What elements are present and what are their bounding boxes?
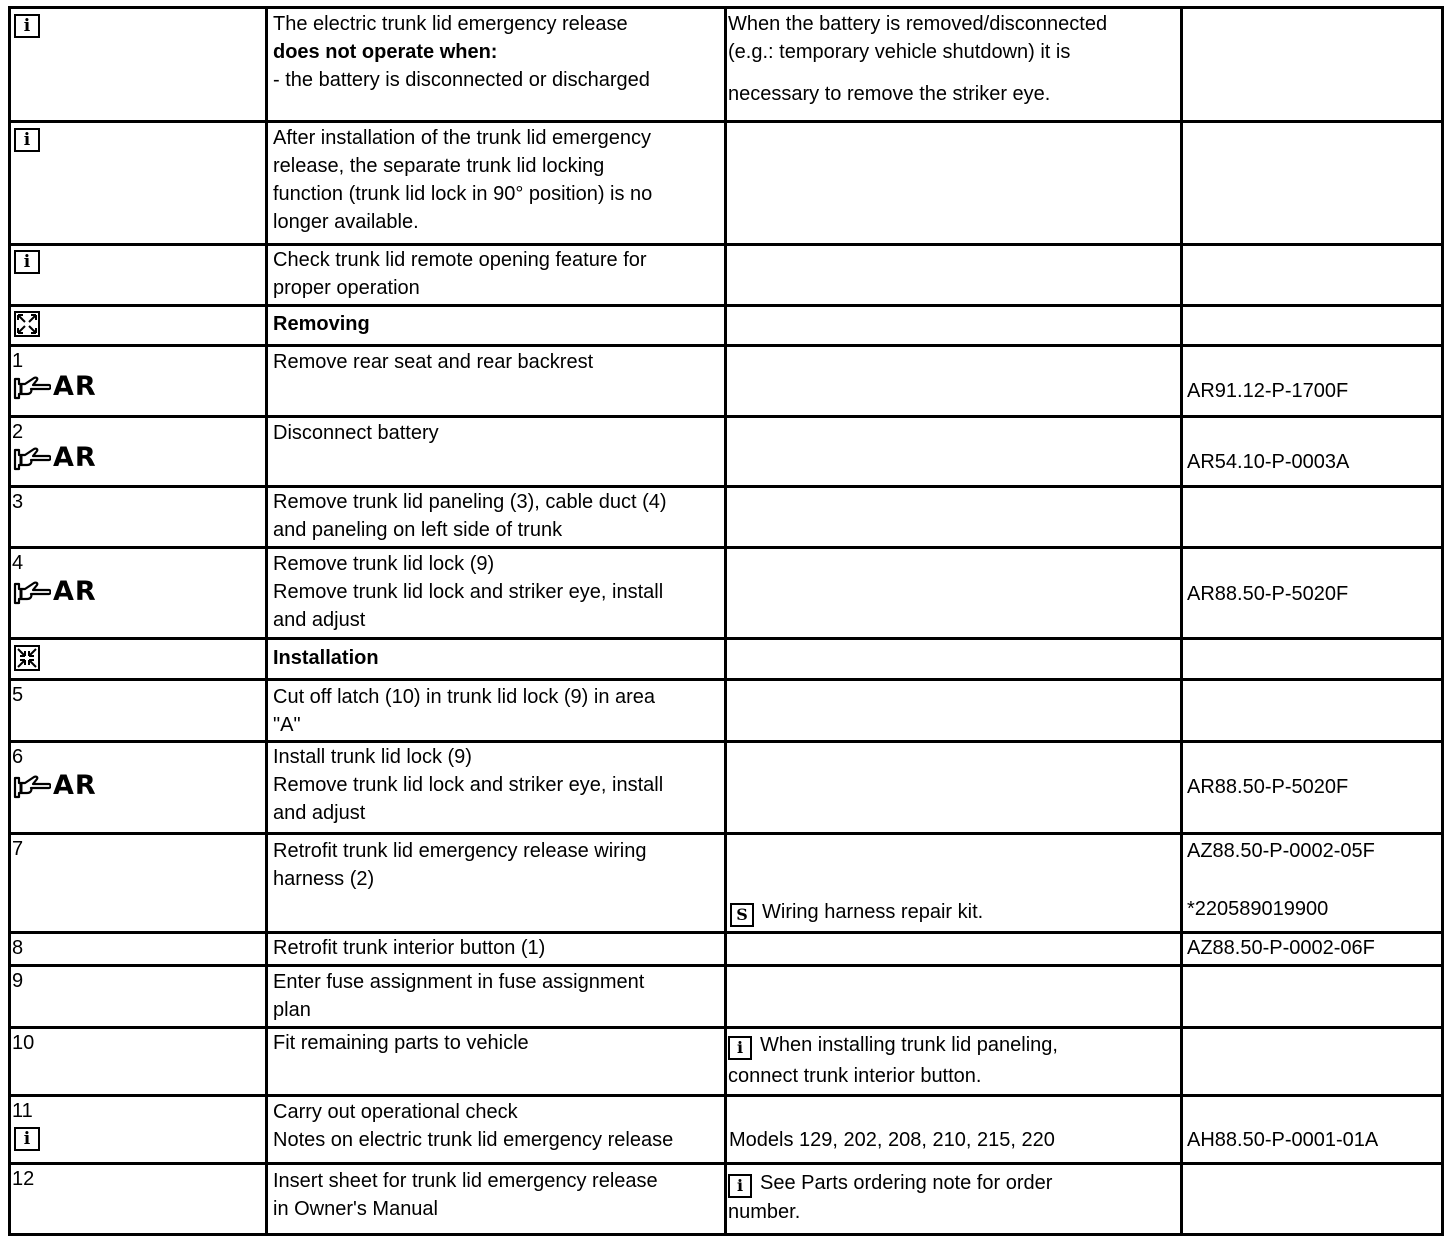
pointing-hand-icon — [13, 773, 51, 799]
step-number: 3 — [12, 491, 24, 513]
row-divider — [11, 678, 1441, 681]
column-divider — [724, 9, 727, 1233]
row-text: Remove rear seat and rear backrest — [273, 351, 594, 373]
row-divider — [11, 485, 1441, 488]
pointing-hand-icon — [13, 579, 51, 605]
row-text: Install trunk lid lock (9) Remove trunk lid lock and striker eye, install and adjust — [273, 746, 664, 824]
row-text: Cut off latch (10) in trunk lid lock (9) in area "A" — [273, 686, 656, 736]
removing-icon — [14, 311, 40, 337]
step-number: 6 — [12, 746, 24, 768]
ar-reference: AR — [13, 576, 97, 608]
reference-link[interactable]: AR88.50-P-5020F — [1187, 776, 1349, 798]
step-number: 11 — [12, 1100, 33, 1122]
row-notes: i When installing trunk lid paneling, connect trunk interior button. — [728, 1034, 1058, 1087]
info-icon: i — [14, 250, 40, 274]
row-text: Carry out operational check Notes on electric trunk lid emergency release — [273, 1101, 674, 1151]
row-text: Retrofit trunk lid emergency release wiring harness (2) — [273, 840, 647, 890]
installation-icon — [14, 645, 40, 671]
pointing-hand-icon — [13, 445, 51, 471]
row-divider — [11, 415, 1441, 418]
reference-link[interactable]: AR88.50-P-5020F — [1187, 583, 1349, 605]
procedure-table — [8, 6, 1444, 1236]
column-divider — [265, 9, 268, 1233]
ar-reference: AR — [13, 371, 97, 403]
row-divider — [11, 832, 1441, 835]
row-text: Insert sheet for trunk lid emergency release in Owner's Manual — [273, 1170, 658, 1220]
row-text: Retrofit trunk interior button (1) — [273, 937, 546, 959]
row-text: Disconnect battery — [273, 422, 439, 444]
part-number: *220589019900 — [1187, 898, 1329, 920]
special-tool-icon: S — [730, 903, 754, 927]
row-text: Fit remaining parts to vehicle — [273, 1032, 529, 1054]
info-icon: i — [728, 1036, 752, 1060]
info-icon: i — [14, 1127, 40, 1151]
row-divider — [11, 1162, 1441, 1165]
step-number: 9 — [12, 970, 24, 992]
row-text: The electric trunk lid emergency release does not operate when: - the battery is disconnected or discharged — [273, 13, 650, 91]
row-notes: Models 129, 202, 208, 210, 215, 220 — [729, 1129, 1055, 1151]
row-divider — [11, 964, 1441, 967]
step-number: 5 — [12, 684, 24, 706]
row-divider — [11, 637, 1441, 640]
row-divider — [11, 243, 1441, 246]
row-notes: S Wiring harness repair kit. — [730, 898, 983, 927]
step-number: 12 — [12, 1168, 35, 1190]
section-heading: Removing — [273, 313, 370, 335]
reference-link[interactable]: AH88.50-P-0001-01A — [1187, 1129, 1379, 1151]
step-number: 2 — [12, 421, 24, 443]
step-number: 1 — [12, 350, 24, 372]
row-divider — [11, 120, 1441, 123]
row-text: Enter fuse assignment in fuse assignment plan — [273, 971, 645, 1021]
row-notes: i See Parts ordering note for order number. — [728, 1172, 1053, 1223]
section-heading: Installation — [273, 647, 379, 669]
step-number: 4 — [12, 552, 24, 574]
reference-link[interactable]: AZ88.50-P-0002-06F — [1187, 937, 1375, 959]
row-text: Remove trunk lid lock (9) Remove trunk lid lock and striker eye, install and adjust — [273, 553, 664, 631]
ar-reference: AR — [13, 770, 97, 802]
pointing-hand-icon — [13, 374, 51, 400]
info-icon: i — [14, 14, 40, 38]
reference-link[interactable]: AR54.10-P-0003A — [1187, 451, 1350, 473]
row-divider — [11, 740, 1441, 743]
info-icon: i — [14, 128, 40, 152]
ar-reference: AR — [13, 442, 97, 474]
step-number: 8 — [12, 937, 24, 959]
reference-link[interactable]: AR91.12-P-1700F — [1187, 380, 1349, 402]
row-text: Check trunk lid remote opening feature for proper operation — [273, 249, 647, 299]
column-divider — [1180, 9, 1183, 1233]
info-icon: i — [728, 1174, 752, 1198]
row-divider — [11, 344, 1441, 347]
reference-link[interactable]: AZ88.50-P-0002-05F — [1187, 840, 1375, 862]
step-number: 10 — [12, 1032, 35, 1054]
row-divider — [11, 304, 1441, 307]
row-divider — [11, 1094, 1441, 1097]
row-divider — [11, 1026, 1441, 1029]
row-text: After installation of the trunk lid emergency release, the separate trunk lid locking function (trunk lid lock in 90° position) is no longer available. — [273, 127, 653, 233]
row-text: Remove trunk lid paneling (3), cable duct (4) and paneling on left side of trunk — [273, 491, 667, 541]
step-number: 7 — [12, 838, 24, 860]
row-notes: When the battery is removed/disconnected (e.g.: temporary vehicle shutdown) it is necessary to remove the striker eye. — [728, 13, 1108, 105]
row-divider — [11, 546, 1441, 549]
